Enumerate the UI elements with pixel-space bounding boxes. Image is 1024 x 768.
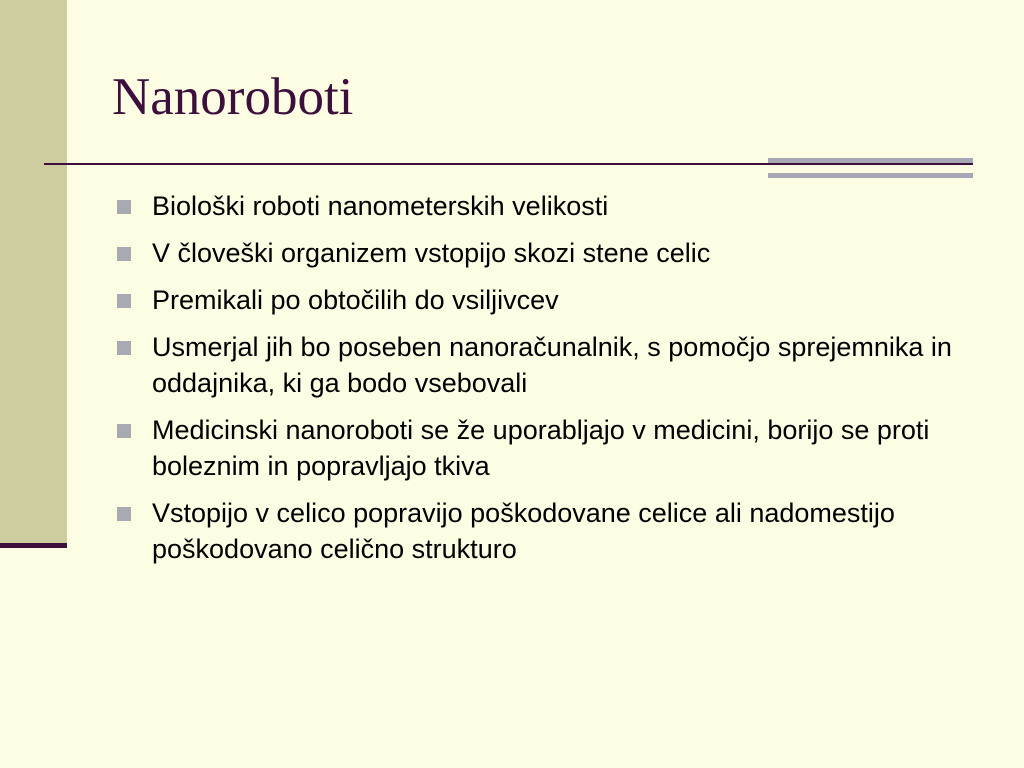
title-underline-rule xyxy=(44,163,973,165)
bullet-text: Vstopijo v celico popravijo poškodovane celice ali nadomestijo poškodovano celično strukturo xyxy=(152,498,895,564)
bullet-item xyxy=(115,235,965,271)
bullet-item xyxy=(115,412,965,484)
slide-title: Nanoroboti xyxy=(112,68,354,126)
bullet-item xyxy=(115,282,965,318)
bullet-text: Medicinski nanoroboti se že uporabljajo v medicini, borijo se proti boleznim in popravljajo tkiva xyxy=(152,415,930,481)
square-bullet-icon xyxy=(117,507,131,521)
square-bullet-icon xyxy=(117,247,131,261)
bullet-item xyxy=(115,329,965,401)
square-bullet-icon xyxy=(117,341,131,355)
left-band-accent-line xyxy=(0,543,67,548)
decorative-bar-top xyxy=(768,158,973,163)
square-bullet-icon xyxy=(117,200,131,214)
decorative-bar-bottom xyxy=(768,173,973,178)
bullet-item xyxy=(115,188,965,224)
left-decorative-band xyxy=(0,0,67,543)
bullet-list xyxy=(115,188,965,578)
bullet-text: V človeški organizem vstopijo skozi stene celic xyxy=(152,238,711,268)
bullet-text: Premikali po obtočilih do vsiljivcev xyxy=(152,285,559,315)
bullet-text: Biološki roboti nanometerskih velikosti xyxy=(152,191,609,221)
bullet-item xyxy=(115,495,965,567)
bullet-text: Usmerjal jih bo poseben nanoračunalnik, s pomočjo sprejemnika in oddajnika, ki ga bodo vsebovali xyxy=(152,332,952,398)
square-bullet-icon xyxy=(117,424,131,438)
square-bullet-icon xyxy=(117,294,131,308)
